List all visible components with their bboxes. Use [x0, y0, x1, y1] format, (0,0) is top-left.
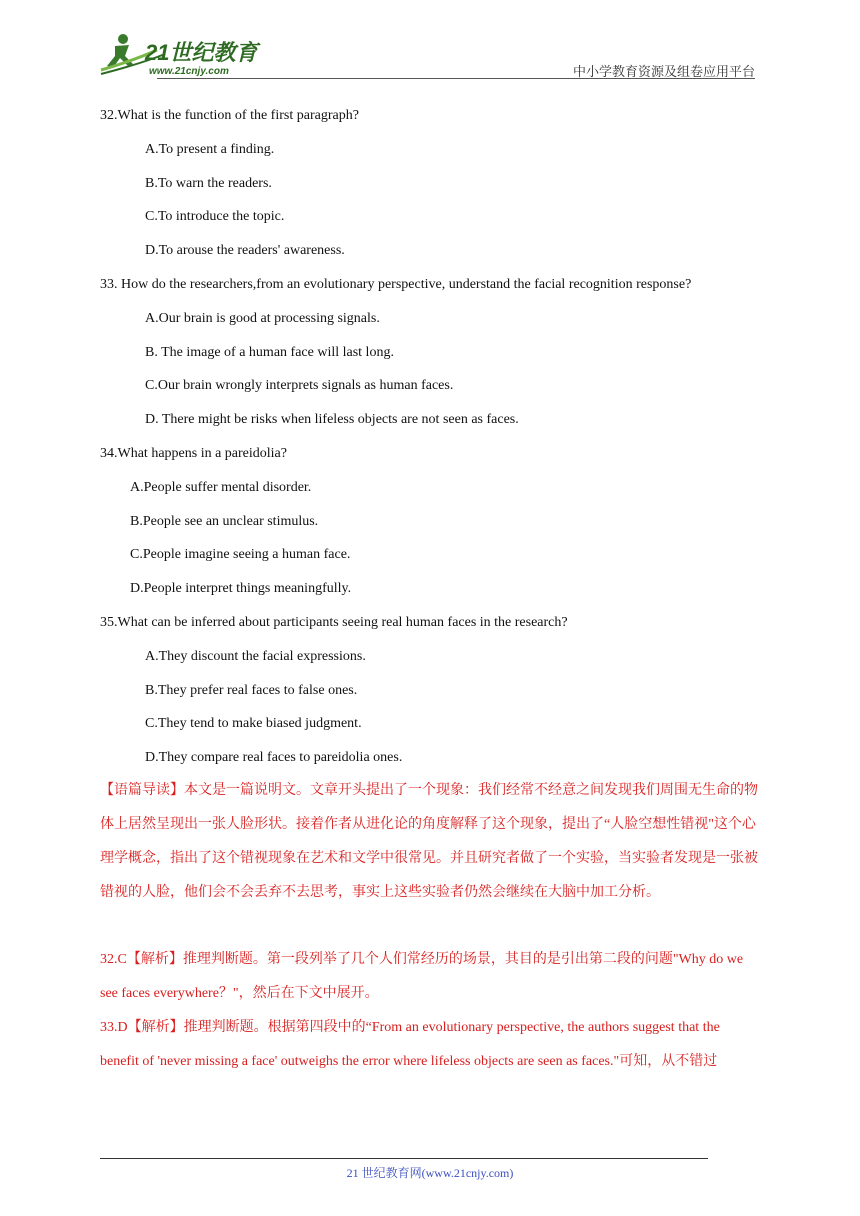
logo-text: 21世纪教育 [145, 40, 258, 65]
option-a: A.They discount the facial expressions. [145, 649, 366, 664]
option-b: B. The image of a human face will last long. [145, 345, 394, 360]
option-d: D.People interpret things meaningfully. [130, 581, 352, 596]
passage-guide: 【语篇导读】本文是一篇说明文。文章开头提出了一个现象：我们经常不经意之间发现我们周围无生命的物体上居然呈现出一张人脸形状。接着作者从进化论的角度解释了这个现象，提出了“人脸空想性错视"这个心理学概念，指出了这个错视现象在艺术和文学中很常见。并且研究者做了一个实验，当实验者发现是一张被错视的人脸，他们会不会丢弃不去思考，事实上这些实验者仍然会继续在大脑中加工分析。 [100, 783, 758, 900]
logo-url: www.21cnjy.com [149, 66, 229, 77]
page-header [95, 30, 755, 80]
footer-text: 21 世纪教育网(www.21cnjy.com) [346, 1166, 514, 1180]
option-c: C.To introduce the topic. [145, 209, 285, 224]
answer-32: 32.C【解析】推理判断题。第一段列举了几个人们常经历的场景，其目的是引出第二段的问题"Why do we see faces everywhere？"，然后在下文中展开。 [100, 952, 744, 1001]
option-c: C.They tend to make biased judgment. [145, 716, 362, 731]
option-a: A.To present a finding. [145, 142, 275, 157]
question-stem: 32.What is the function of the first paragraph? [100, 108, 359, 123]
question-stem: 34.What happens in a pareidolia? [100, 446, 287, 461]
answer-33: 33.D【解析】推理判断题。根据第四段中的“From an evolutionary perspective, the authors suggest that the benefit of 'never missing a face' outweighs the error where lifeless objects are seen as faces."可知，从不错过 [100, 1020, 720, 1069]
option-d: D.To arouse the readers' awareness. [145, 243, 345, 258]
question-stem: 35.What can be inferred about participants seeing real human faces in the research? [100, 615, 568, 630]
option-c: C.People imagine seeing a human face. [130, 547, 351, 562]
header-divider [157, 78, 755, 79]
option-c: C.Our brain wrongly interprets signals as human faces. [145, 378, 454, 393]
option-d: D.They compare real faces to pareidolia ones. [145, 750, 403, 765]
question-stem: 33. How do the researchers,from an evolutionary perspective, understand the facial recognition response? [100, 277, 692, 292]
logo [95, 30, 265, 78]
option-d: D. There might be risks when lifeless objects are not seen as faces. [145, 412, 519, 427]
option-b: B.They prefer real faces to false ones. [145, 683, 358, 698]
footer-divider [100, 1158, 708, 1159]
option-b: B.People see an unclear stimulus. [130, 514, 319, 529]
option-a: A.Our brain is good at processing signals. [145, 311, 380, 326]
option-a: A.People suffer mental disorder. [130, 480, 312, 495]
platform-title: 中小学教育资源及组卷应用平台 [572, 64, 755, 79]
option-b: B.To warn the readers. [145, 176, 272, 191]
